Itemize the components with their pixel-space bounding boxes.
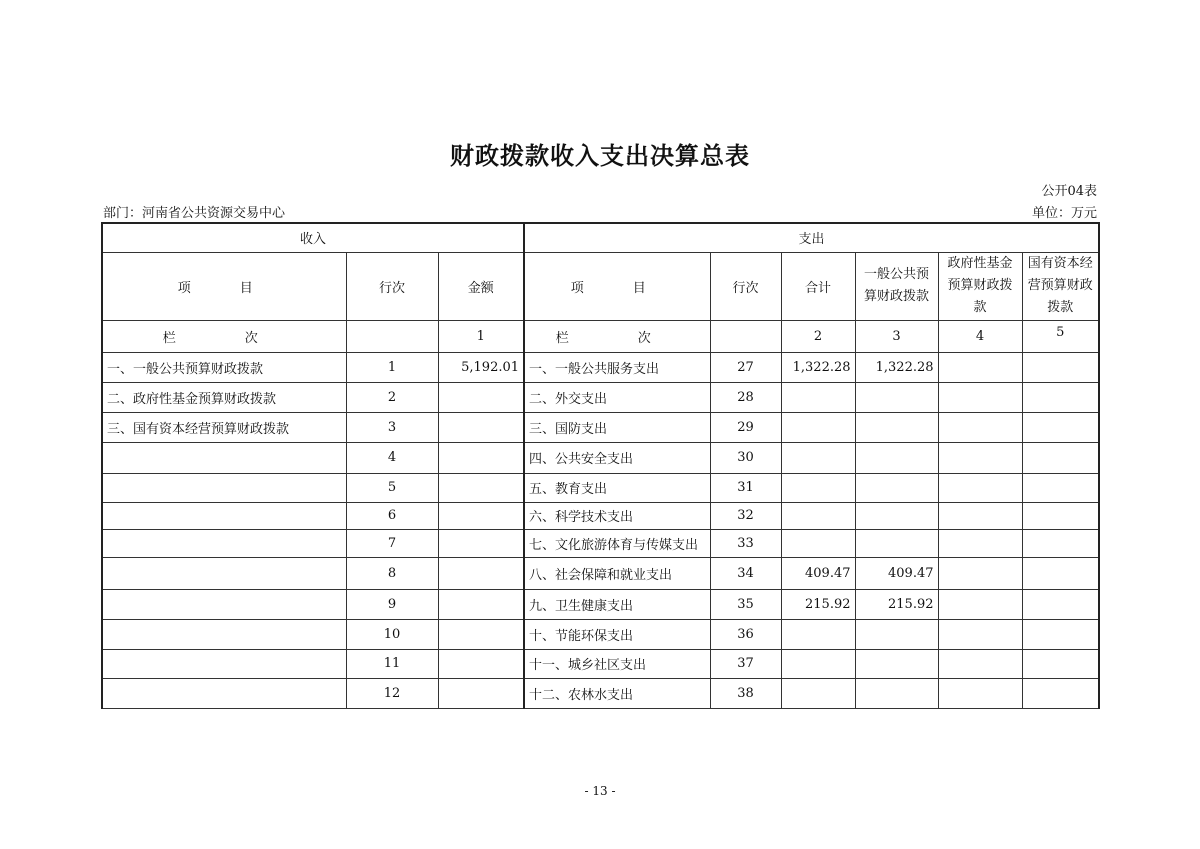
expense-item-cell: 十二、农林水支出 (524, 678, 710, 708)
income-item-cell (102, 678, 346, 708)
state-capital-cell (1022, 442, 1099, 473)
unit-label: 单位：万元 (1031, 206, 1097, 221)
column-index-row (102, 320, 1099, 352)
income-amount-header: 金额 (438, 252, 524, 320)
state-capital-cell (1022, 557, 1099, 589)
form-number: 公开04表 (1041, 184, 1097, 199)
income-row-no-cell: 1 (346, 352, 438, 382)
gov-fund-cell (938, 352, 1022, 382)
expense-item-cell: 四、公共安全支出 (524, 442, 710, 473)
gov-fund-cell (938, 649, 1022, 678)
page-number: - 13 - (584, 784, 616, 798)
expense-row-no-cell: 35 (710, 589, 781, 619)
state-capital-cell (1022, 382, 1099, 412)
general-budget-header: 一般公共预算财政拨款 (855, 252, 938, 320)
expense-item-cell: 九、卫生健康支出 (524, 589, 710, 619)
general-budget-cell (855, 619, 938, 649)
income-row-no-cell: 5 (346, 473, 438, 502)
general-budget-cell (855, 502, 938, 529)
state-capital-cell (1022, 352, 1099, 382)
expense-row-no-header: 行次 (710, 252, 781, 320)
general-budget-cell: 1,322.28 (855, 352, 938, 382)
total-cell: 215.92 (781, 589, 855, 619)
income-item-cell: 二、政府性基金预算财政拨款 (102, 382, 346, 412)
expense-row-no-cell: 34 (710, 557, 781, 589)
col-index-3: 3 (855, 320, 938, 352)
expense-row-no-cell: 28 (710, 382, 781, 412)
general-budget-cell (855, 649, 938, 678)
table-row (102, 412, 1099, 442)
income-row-no-header: 行次 (346, 252, 438, 320)
total-cell (781, 412, 855, 442)
income-amount-cell (438, 557, 524, 589)
income-row-no-cell: 9 (346, 589, 438, 619)
gov-fund-cell (938, 473, 1022, 502)
total-cell (781, 649, 855, 678)
total-cell (781, 473, 855, 502)
state-capital-cell (1022, 529, 1099, 557)
gov-fund-cell (938, 382, 1022, 412)
gov-fund-cell (938, 557, 1022, 589)
expense-row-no-index (710, 320, 781, 352)
income-amount-cell (438, 382, 524, 412)
income-item-cell: 一、一般公共预算财政拨款 (102, 352, 346, 382)
expense-item-cell: 六、科学技术支出 (524, 502, 710, 529)
income-item-cell (102, 649, 346, 678)
income-amount-cell (438, 619, 524, 649)
table-row (102, 473, 1099, 502)
expense-row-no-cell: 32 (710, 502, 781, 529)
col-index-4: 4 (938, 320, 1022, 352)
total-cell (781, 529, 855, 557)
income-row-no-index (346, 320, 438, 352)
total-cell (781, 619, 855, 649)
income-item-cell (102, 619, 346, 649)
income-amount-cell (438, 589, 524, 619)
expense-row-no-cell: 38 (710, 678, 781, 708)
income-item-header: 项 目 (102, 252, 346, 320)
table-row (102, 649, 1099, 678)
total-cell (781, 442, 855, 473)
income-row-no-cell: 8 (346, 557, 438, 589)
column-header-row (102, 252, 1099, 320)
income-item-cell (102, 502, 346, 529)
general-budget-cell (855, 678, 938, 708)
gov-fund-header: 政府性基金预算财政拨款 (938, 252, 1022, 320)
total-cell (781, 678, 855, 708)
general-budget-cell (855, 412, 938, 442)
table-row (102, 619, 1099, 649)
state-capital-cell (1022, 619, 1099, 649)
general-budget-cell: 409.47 (855, 557, 938, 589)
table-row (102, 589, 1099, 619)
income-section-header: 收入 (102, 223, 524, 252)
state-capital-cell (1022, 412, 1099, 442)
income-row-no-cell: 7 (346, 529, 438, 557)
expense-column-label: 栏 次 (524, 320, 710, 352)
state-capital-cell (1022, 473, 1099, 502)
expense-item-cell: 七、文化旅游体育与传媒支出 (524, 529, 710, 557)
col-index-1: 1 (438, 320, 524, 352)
expense-item-cell: 五、教育支出 (524, 473, 710, 502)
expense-row-no-cell: 27 (710, 352, 781, 382)
income-item-cell: 三、国有资本经营预算财政拨款 (102, 412, 346, 442)
gov-fund-cell (938, 442, 1022, 473)
income-amount-cell (438, 502, 524, 529)
income-amount-cell (438, 442, 524, 473)
department-label: 部门：河南省公共资源交易中心 (103, 206, 286, 221)
total-cell: 409.47 (781, 557, 855, 589)
expense-row-no-cell: 37 (710, 649, 781, 678)
income-row-no-cell: 6 (346, 502, 438, 529)
income-row-no-cell: 12 (346, 678, 438, 708)
state-capital-cell (1022, 502, 1099, 529)
col-index-2: 2 (781, 320, 855, 352)
section-header-row (102, 223, 1099, 252)
general-budget-cell: 215.92 (855, 589, 938, 619)
expense-row-no-cell: 31 (710, 473, 781, 502)
total-cell (781, 382, 855, 412)
income-amount-cell (438, 473, 524, 502)
income-amount-cell (438, 649, 524, 678)
income-row-no-cell: 4 (346, 442, 438, 473)
table-row (102, 442, 1099, 473)
table-row (102, 557, 1099, 589)
gov-fund-cell (938, 502, 1022, 529)
expense-item-header: 项 目 (524, 252, 710, 320)
income-row-no-cell: 10 (346, 619, 438, 649)
expense-item-cell: 二、外交支出 (524, 382, 710, 412)
expense-row-no-cell: 33 (710, 529, 781, 557)
income-amount-cell (438, 529, 524, 557)
total-cell: 1,322.28 (781, 352, 855, 382)
total-header: 合计 (781, 252, 855, 320)
expense-item-cell: 八、社会保障和就业支出 (524, 557, 710, 589)
state-capital-header: 国有资本经营预算财政拨款 (1022, 252, 1099, 320)
general-budget-cell (855, 529, 938, 557)
general-budget-cell (855, 382, 938, 412)
general-budget-cell (855, 442, 938, 473)
income-item-cell (102, 589, 346, 619)
state-capital-cell (1022, 649, 1099, 678)
gov-fund-cell (938, 412, 1022, 442)
income-column-label: 栏 次 (102, 320, 346, 352)
income-item-cell (102, 557, 346, 589)
state-capital-cell (1022, 589, 1099, 619)
gov-fund-cell (938, 589, 1022, 619)
income-amount-cell (438, 678, 524, 708)
table-row (102, 352, 1099, 382)
income-item-cell (102, 473, 346, 502)
table-row (102, 529, 1099, 557)
col-index-5: 5 (1022, 320, 1099, 352)
income-row-no-cell: 3 (346, 412, 438, 442)
income-item-cell (102, 442, 346, 473)
gov-fund-cell (938, 619, 1022, 649)
income-amount-cell: 5,192.01 (438, 352, 524, 382)
table-row (102, 678, 1099, 708)
gov-fund-cell (938, 529, 1022, 557)
expense-row-no-cell: 36 (710, 619, 781, 649)
expense-row-no-cell: 29 (710, 412, 781, 442)
expense-item-cell: 十、节能环保支出 (524, 619, 710, 649)
expense-section-header: 支出 (524, 223, 1099, 252)
page-title: 财政拨款收入支出决算总表 (450, 142, 750, 170)
income-row-no-cell: 2 (346, 382, 438, 412)
table-row (102, 502, 1099, 529)
expense-item-cell: 十一、城乡社区支出 (524, 649, 710, 678)
table-row (102, 382, 1099, 412)
expense-item-cell: 一、一般公共服务支出 (524, 352, 710, 382)
state-capital-cell (1022, 678, 1099, 708)
expense-item-cell: 三、国防支出 (524, 412, 710, 442)
total-cell (781, 502, 855, 529)
income-row-no-cell: 11 (346, 649, 438, 678)
report-table (101, 222, 1100, 709)
income-amount-cell (438, 412, 524, 442)
income-item-cell (102, 529, 346, 557)
general-budget-cell (855, 473, 938, 502)
expense-row-no-cell: 30 (710, 442, 781, 473)
gov-fund-cell (938, 678, 1022, 708)
